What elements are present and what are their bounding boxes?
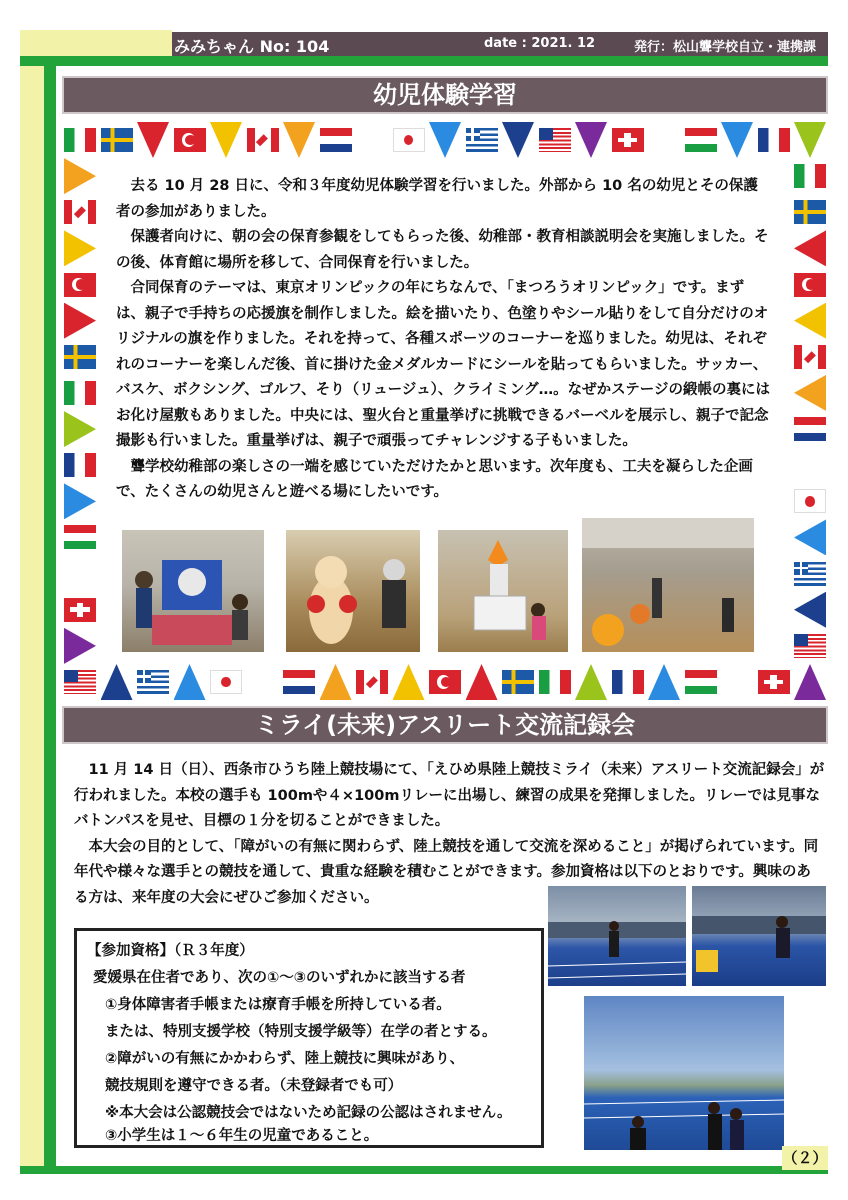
qualification-heading: 【参加資格】（Ｒ３年度） xyxy=(87,943,254,959)
flag-pennant xyxy=(794,273,826,297)
photo-track-runner-2 xyxy=(692,886,826,986)
issue-date: date : 2021. 12 xyxy=(484,36,596,51)
newsletter-name: みみちゃん No: 104 xyxy=(174,37,330,56)
flag-pennant xyxy=(502,122,534,158)
flag-pennant xyxy=(64,525,96,549)
photo-gymnasium xyxy=(582,518,754,652)
flag-pennant xyxy=(502,670,534,694)
flag-pennant xyxy=(648,122,680,158)
section-title-infant: 幼児体験学習 xyxy=(62,76,828,114)
flag-pennant xyxy=(794,634,826,658)
flag-pennant xyxy=(612,670,644,694)
flag-pennant xyxy=(64,411,96,447)
flag-pennant xyxy=(137,122,169,158)
flag-pennant xyxy=(794,664,826,700)
flag-pennant xyxy=(575,664,607,700)
photo-track-runner-1 xyxy=(548,886,686,986)
flag-pennant xyxy=(685,128,717,152)
flag-pennant xyxy=(64,556,96,592)
qualification-line: ※本大会は公認競技会ではないため記録の公認はされません。 xyxy=(105,1105,512,1121)
left-margin-band xyxy=(20,66,44,1166)
photo-torch-stand xyxy=(438,530,568,652)
flag-pennant xyxy=(794,230,826,266)
flag-pennant xyxy=(794,489,826,513)
flag-pennant xyxy=(429,670,461,694)
flag-pennant xyxy=(794,447,826,483)
qualification-line: ②障がいの有無にかかわらず、陸上競技に興味があり、 xyxy=(105,1051,465,1067)
flag-pennant xyxy=(685,670,717,694)
flag-pennant xyxy=(539,128,571,152)
infant-article xyxy=(116,174,772,506)
flag-pennant xyxy=(64,598,96,622)
header-rule xyxy=(20,56,828,66)
left-margin-stripe xyxy=(44,66,56,1166)
flag-pennant xyxy=(210,122,242,158)
flag-pennant xyxy=(174,128,206,152)
flag-pennant xyxy=(64,453,96,477)
flag-pennant xyxy=(794,122,826,158)
paragraph: 保護者向けに、朝の会の保育参観をしてもらった後、幼稚部・教育相談説明会を実施しました。その後、体育館に場所を移して、合同保育を行いました。 xyxy=(116,229,769,271)
flag-pennant xyxy=(64,670,96,694)
photo-boxing-corner xyxy=(122,530,264,652)
photo-track-start xyxy=(584,996,784,1150)
flag-pennant xyxy=(64,230,96,266)
flag-pennant xyxy=(320,128,352,152)
flag-pennant xyxy=(466,664,498,700)
qualification-line: 愛媛県在住者であり、次の①～③のいずれかに該当する者 xyxy=(93,970,466,986)
qualification-line: ①身体障害者手帳または療育手帳を所持している者。 xyxy=(105,997,451,1013)
flag-pennant xyxy=(174,664,206,700)
flag-pennant xyxy=(64,303,96,339)
flag-pennant xyxy=(320,664,352,700)
qualification-line: または、特別支援学校（特別支援学級等）在学の者とする。 xyxy=(105,1024,497,1040)
flag-pennant xyxy=(247,128,279,152)
flag-pennant xyxy=(64,158,96,194)
flag-pennant xyxy=(794,303,826,339)
flag-pennant xyxy=(758,670,790,694)
flag-pennant xyxy=(356,670,388,694)
flag-pennant xyxy=(648,664,680,700)
page-number: （２） xyxy=(782,1146,828,1170)
flag-pennant xyxy=(101,664,133,700)
flag-pennant xyxy=(210,670,242,694)
flag-pennant xyxy=(612,128,644,152)
flag-pennant xyxy=(429,122,461,158)
flag-pennant xyxy=(137,670,169,694)
newsletter-header xyxy=(172,32,828,56)
flag-pennant xyxy=(794,375,826,411)
flag-pennant xyxy=(356,122,388,158)
flag-pennant xyxy=(64,273,96,297)
flag-pennant xyxy=(794,164,826,188)
qualification-box xyxy=(74,928,544,1148)
flag-pennant xyxy=(575,122,607,158)
flag-pennant xyxy=(794,200,826,224)
flag-pennant xyxy=(283,122,315,158)
paragraph: 聾学校幼稚部の楽しさの一端を感じていただけたかと思います。次年度も、工夫を凝らした企画で、たくさんの幼児さんと遊べる場にしたいです。 xyxy=(116,458,753,500)
flag-pennant xyxy=(64,128,96,152)
header-accent xyxy=(20,30,172,56)
flag-pennant xyxy=(283,670,315,694)
flag-pennant xyxy=(794,592,826,628)
flag-pennant xyxy=(247,664,279,700)
flag-pennant xyxy=(721,664,753,700)
flag-pennant xyxy=(721,122,753,158)
flag-pennant xyxy=(101,128,133,152)
flag-pennant xyxy=(64,628,96,664)
flag-pennant xyxy=(64,200,96,224)
paragraph: 合同保育のテーマは、東京オリンピックの年にちなんで、「まつろうオリンピック」です。まずは、親子で手持ちの応援旗を制作しました。絵を描いたり、色塗りやシール貼りをして自分だけのオリジナルの旗を作りました。それを持って、各種スポーツのコーナーを巡りました。幼児は、それぞれのコーナーを楽しんだ後、首に掛けた金メダルカードにシールを貼ってもらいました。サッカー、バスケ、ボクシング、ゴルフ、そり（リュージュ）、クライミング…。なぜかステージの緞帳の裏にはお化け屋敷もありました。中央には、聖火台と重量挙げに挑戦できるバーベルを展示し、親子で記念撮影も行いました。重量挙げは、親子で頑張ってチャレンジする子もいました。 xyxy=(116,280,771,449)
flag-pennant xyxy=(794,562,826,586)
flag-pennant xyxy=(794,519,826,555)
flag-pennant xyxy=(393,664,425,700)
paragraph: 去る 10 月 28 日に、令和３年度幼児体験学習を行いました。外部から 10 名の幼児とその保護者の参加がありました。 xyxy=(116,178,758,220)
flag-pennant xyxy=(794,345,826,369)
qualification-line: 競技規則を遵守できる者。（未登録者でも可） xyxy=(105,1078,403,1094)
flag-pennant xyxy=(794,417,826,441)
flag-pennant xyxy=(64,483,96,519)
section-title-athlete: ミライ(未来)アスリート交流記録会 xyxy=(62,706,828,744)
flag-pennant xyxy=(393,128,425,152)
flag-pennant xyxy=(758,128,790,152)
paragraph: 11 月 14 日（日）、西条市ひうち陸上競技場にて、「えひめ県陸上競技ミライ（未来）アスリート交流記録会」が行われました。本校の選手も 100mや４×100mリレーに出場し、練習の成果を発揮しました。リレーでは見事なバトンパスを見せ、目標の１分を切ることができました。 xyxy=(74,762,825,829)
flag-pennant xyxy=(64,345,96,369)
publisher: 発行：松山聾学校自立・連携課 xyxy=(634,40,817,55)
paragraph: 本大会の目的として、「障がいの有無に関わらず、陸上競技を通して交流を深めること」が掲げられています。同年代や様々な選手との競技を通して、貴重な経験を積むことができます。参加資格は以下のとおりです。興味のある方は、来年度の大会にぜひご参加ください。 xyxy=(74,838,819,906)
flag-pennant xyxy=(539,670,571,694)
flag-pennant xyxy=(64,381,96,405)
footer-rule xyxy=(20,1166,828,1174)
flag-pennant xyxy=(466,128,498,152)
photo-punching-bag xyxy=(286,530,420,652)
qualification-line: ③小学生は１～６年生の児童であること。 xyxy=(105,1128,379,1144)
